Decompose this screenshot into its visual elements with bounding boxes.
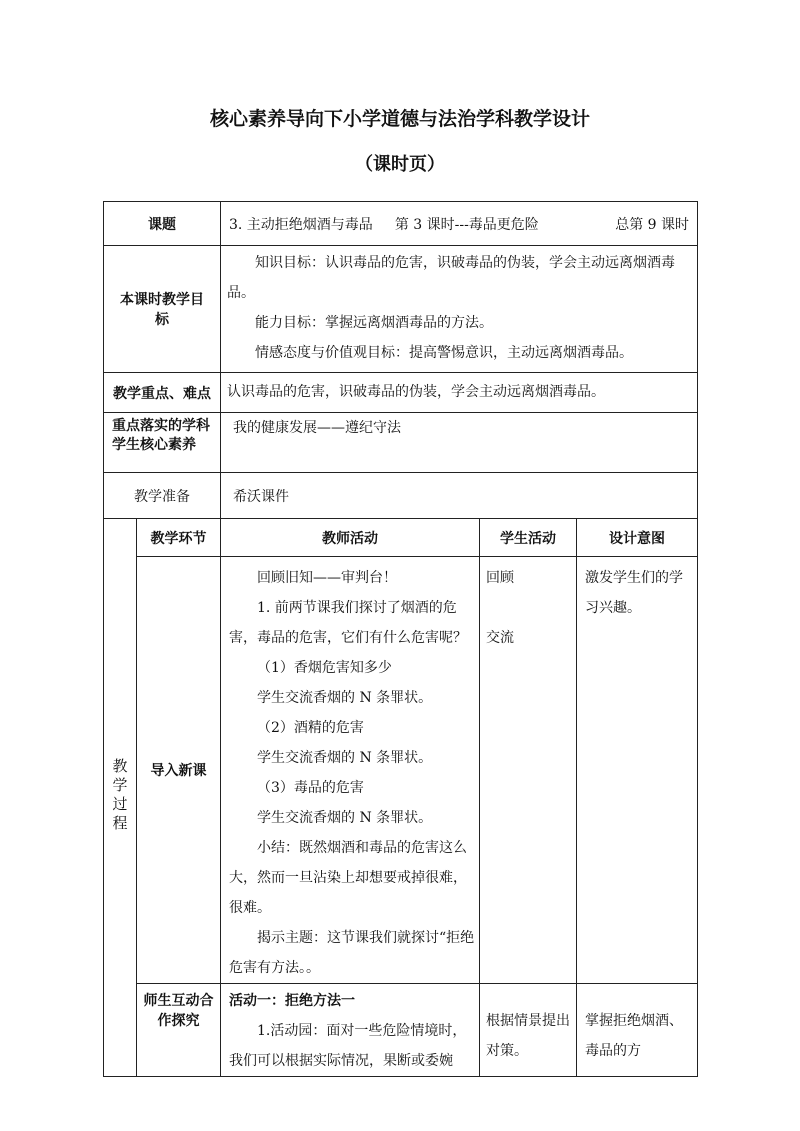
header-stage: 教学环节 bbox=[137, 519, 221, 557]
student-line: 回顾 bbox=[486, 570, 514, 586]
goal-knowledge: 知识目标：认识毒品的危害，识破毒品的伪装，学会主动远离烟酒毒品。 bbox=[227, 255, 675, 301]
key-points-label: 教学重点、难点 bbox=[104, 373, 221, 413]
goal-emotion: 情感态度与价值观目标：提高警惕意识，主动远离烟酒毒品。 bbox=[255, 345, 633, 361]
stage-interaction: 师生互动合作探究 bbox=[137, 984, 221, 1077]
goals-label: 本课时教学目标 bbox=[104, 246, 221, 373]
student-line: 交流 bbox=[486, 630, 514, 646]
process-label: 教学过程 bbox=[104, 519, 137, 1077]
lesson-title: 3. 主动拒绝烟酒与毒品 bbox=[229, 216, 373, 233]
lesson-period: 第 3 课时---毒品更危险 bbox=[394, 216, 539, 233]
teacher-line: 小结：既然烟酒和毒品的危害这么大，然而一旦沾染上却想要戒掉很难，很难。 bbox=[229, 840, 467, 916]
student-activity-interaction: 根据情景提出对策。 bbox=[480, 984, 577, 1077]
topic-value bbox=[221, 202, 698, 246]
document-subtitle: （课时页） bbox=[355, 154, 445, 175]
teacher-activity-intro bbox=[221, 557, 480, 984]
literacy-value: 我的健康发展——遵纪守法 bbox=[221, 413, 698, 473]
header-intent: 设计意图 bbox=[577, 519, 698, 557]
prep-value: 希沃课件 bbox=[221, 473, 698, 519]
key-points-value: 认识毒品的危害，识破毒品的伪装，学会主动远离烟酒毒品。 bbox=[221, 373, 698, 413]
lesson-plan-table bbox=[103, 201, 698, 1077]
teacher-line: 1.活动园：面对一些危险情境时，我们可以根据实际情况，果断或委婉 bbox=[229, 1023, 467, 1069]
literacy-label: 重点落实的学科学生核心素养 bbox=[104, 413, 221, 473]
teacher-line: 回顾旧知——审判台！ bbox=[257, 570, 397, 586]
topic-label: 课题 bbox=[104, 202, 221, 246]
teacher-line: 学生交流香烟的 N 条罪状。 bbox=[257, 690, 433, 706]
lesson-total: 总第 9 课时 bbox=[615, 216, 690, 233]
teacher-line: 学生交流香烟的 N 条罪状。 bbox=[257, 750, 433, 766]
goal-ability: 能力目标：掌握远离烟酒毒品的方法。 bbox=[255, 315, 493, 331]
teacher-line: 学生交流香烟的 N 条罪状。 bbox=[257, 810, 433, 826]
teacher-line: （3）毒品的危害 bbox=[257, 780, 364, 796]
teacher-line: （1）香烟危害知多少 bbox=[257, 660, 392, 676]
prep-label: 教学准备 bbox=[104, 473, 221, 519]
student-activity-intro bbox=[480, 557, 577, 984]
header-teacher: 教师活动 bbox=[221, 519, 480, 557]
teacher-activity-interaction bbox=[221, 984, 480, 1077]
design-intent-intro: 激发学生们的学习兴趣。 bbox=[577, 557, 698, 984]
header-student: 学生活动 bbox=[480, 519, 577, 557]
design-intent-interaction: 掌握拒绝烟酒、毒品的方 bbox=[577, 984, 698, 1077]
goals-value bbox=[221, 246, 698, 373]
document-title: 核心素养导向下小学道德与法治学科教学设计 bbox=[209, 108, 590, 130]
teacher-line: 揭示主题：这节课我们就探讨“拒绝危害有方法。。 bbox=[229, 930, 475, 976]
activity-title: 活动一：拒绝方法一 bbox=[229, 993, 355, 1009]
stage-intro: 导入新课 bbox=[137, 557, 221, 984]
teacher-line: 1. 前两节课我们探讨了烟酒的危害，毒品的危害，它们有什么危害呢？ bbox=[229, 600, 467, 646]
teacher-line: （2）酒精的危害 bbox=[257, 720, 364, 736]
